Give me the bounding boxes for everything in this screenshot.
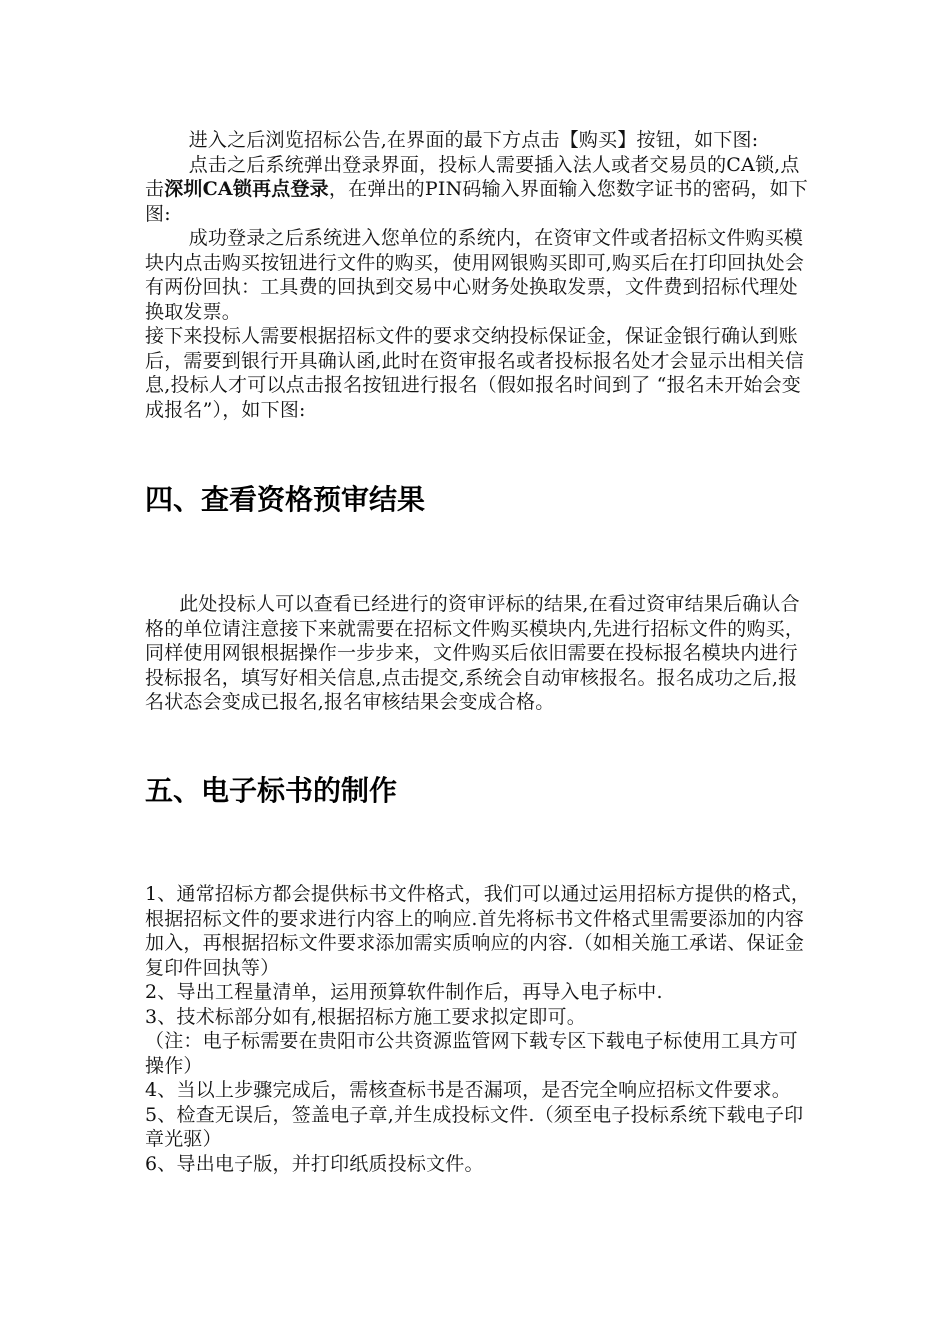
ca-login-emphasis: 深圳CA锁再点登录: [164, 178, 329, 200]
list-item-note: （注：电子标需要在贵阳市公共资源监管网下载专区下载电子标使用工具方可操作）: [145, 1030, 798, 1077]
paragraph-prequalification-result: 此处投标人可以查看已经进行的资审评标的结果,在看过资审结果后确认合格的单位请注意接下来就需要在招标文件购买模块内,先进行招标文件的购买，同样使用网银根据操作一步步来，文件购买后依旧需要在投标报名模块内进行投标报名，填写好相关信息,点击提交,系统会自动审核报名。报名成功之后,报名状态会变成已报名,报名审核结果会变成合格。: [145, 593, 805, 713]
paragraph-purchase-button: 进入之后浏览招标公告,在界面的最下方点击【购买】按钮，如下图:: [188, 129, 759, 151]
paragraph-file-purchase: 成功登录之后系统进入您单位的系统内，在资审文件或者招标文件购买模块内点击购买按钮进行文件的购买，使用网银购买即可,购买后在打印回执处会有两份回执：工具费的回执到交易中心财务处换取发票，文件费到招标代理处换取发票。: [145, 227, 805, 323]
paragraph-ca-login: [145, 153, 815, 227]
list-item: 2、导出工程量清单，运用预算软件制作后，再导入电子标中.: [145, 981, 663, 1003]
section-heading-prequalification: 四、查看资格预审结果: [145, 483, 426, 516]
list-item: 3、技术标部分如有,根据招标方施工要求拟定即可。: [145, 1005, 586, 1028]
section-heading-electronic-bid: 五、电子标书的制作: [145, 774, 398, 807]
list-item: 6、导出电子版，并打印纸质投标文件。: [145, 1152, 484, 1175]
intro-section: [145, 128, 815, 422]
list-item: 5、检查无误后，签盖电子章,并生成投标文件.（须至电子投标系统下载电子印章光驱）: [145, 1103, 804, 1150]
prequalification-section: [145, 592, 815, 715]
ca-login-text-before: 点击之后系统弹出登录界面，投标人需要插入法人或者交易员的CA锁,点击: [145, 153, 800, 200]
electronic-bid-steps: [145, 882, 815, 1176]
list-item: 4、当以上步骤完成后，需核查标书是否漏项，是否完全响应招标文件要求。: [145, 1079, 791, 1101]
paragraph-deposit: 接下来投标人需要根据招标文件的要求交纳投标保证金，保证金银行确认到账后，需要到银行开具确认函,此时在资审报名或者投标报名处才会显示出相关信息,投标人才可以点击报名按钮进行报名（假如报名时间到了 “报名未开始会变成报名”），如下图:: [145, 325, 805, 421]
list-item: 1、通常招标方都会提供标书文件格式，我们可以通过运用招标方提供的格式，根据招标文件的要求进行内容上的响应.首先将标书文件格式里需要添加的内容加入，再根据招标文件要求添加需实质响应的内容.（如相关施工承诺、保证金复印件回执等）: [145, 883, 811, 979]
ca-login-text-after: ，在弹出的PIN码输入界面输入您数字证书的密码，如下图:: [145, 178, 808, 225]
